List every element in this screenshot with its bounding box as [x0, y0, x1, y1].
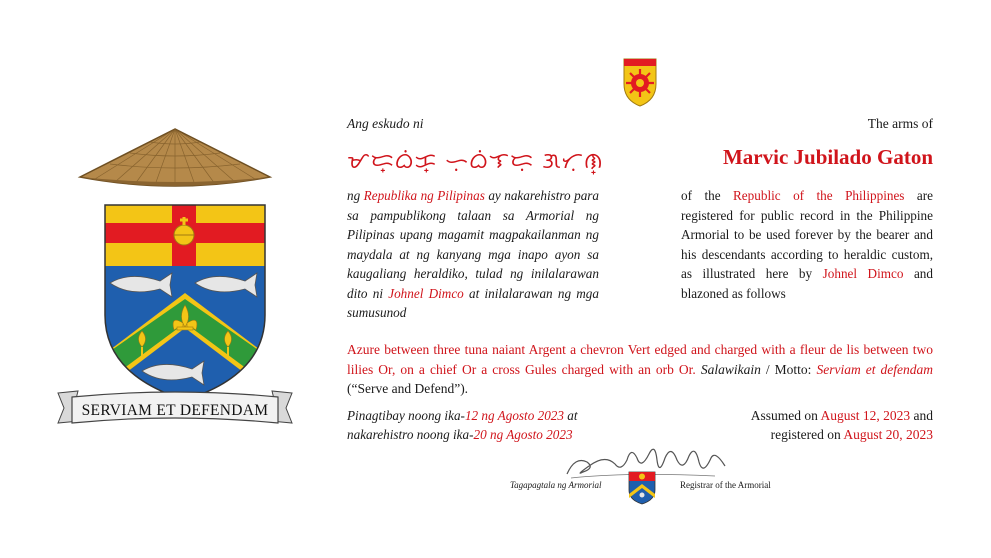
date-en-pre-2: registered on [770, 427, 844, 442]
date-en-pre-1: Assumed on [750, 408, 821, 423]
salawikain-label: Salawikain [700, 361, 761, 377]
date-tl-1: 12 ng Agosto 2023 [464, 408, 564, 423]
motto-translation: (“Serve and Defend”). [347, 381, 469, 396]
motto-label: Motto: [774, 361, 817, 377]
motto-text: Serviam et defendam [816, 361, 933, 377]
link-republic[interactable]: Republic of the Philippines [733, 188, 905, 203]
date-tl-post-1: at [563, 408, 578, 423]
date-tl-2: 20 ng Agosto 2023 [473, 427, 573, 442]
body-tagalog [347, 186, 599, 323]
body-english [681, 186, 933, 303]
link-artist-tl[interactable]: Johnel Dimco [388, 285, 464, 301]
motto-scroll-text: SERVIAM ET DEFENDAM [81, 402, 269, 419]
registrar-label-english: Registrar of the Armorial [680, 480, 771, 490]
date-en-post-1: and [910, 408, 933, 423]
name-baybayin: ᜋᜇ᜔ᜊᜒᜃ᜔ ᜑᜓᜊᜒᜎᜇᜓ ᜄᜆᜓᜈ᜔ [347, 149, 604, 174]
body-en-text-1: of the [681, 188, 734, 203]
registrar-label-tagalog: Tagapagtala ng Armorial [510, 480, 602, 490]
intro-english: The arms of [867, 116, 933, 131]
link-artist-en[interactable]: Johnel Dimco [822, 266, 904, 281]
label-separator: / [760, 361, 775, 377]
blazon-text: Azure between three tuna naiant Argent a chevron Vert edged and charged with a fleur de lis between two lilies Or, on a chief Or a cross Gules charged with an orb Or. [347, 342, 933, 377]
registrar-arms-icon [627, 470, 657, 506]
bearer-name: Marvic Jubilado Gaton [722, 145, 933, 169]
link-republika[interactable]: Republika ng Pilipinas [363, 188, 485, 203]
intro-tagalog: Ang eskudo ni [347, 116, 424, 131]
date-en-2: August 20, 2023 [843, 427, 933, 442]
body-en-text-2: are registered for public record in the Philippine Armorial to be used forever by the bearer and his descendants according to heraldic custom, as illustrated here by [681, 188, 933, 281]
blazon [347, 340, 933, 399]
date-en-1: August 12, 2023 [820, 408, 911, 423]
salakot-hat-icon [80, 129, 270, 186]
date-tl-pre-2: nakarehistro noong ika- [347, 427, 474, 442]
body-tl-text-2: ay nakarehistro para sa pampublikong talaan sa Armorial ng Pilipinas upang magamit magpakailanman ng maydala at ng kanyang mga inapo ayon sa kaugaliang heraldiko, tulad ng inilalarawan dito ni [347, 188, 600, 301]
body-tl-text-3: at inilalarawan ng mga sumusunod [347, 285, 599, 320]
date-tl-pre-1: Pinagtibay noong ika- [347, 408, 465, 423]
body-tl-text-1: ng [347, 188, 364, 203]
coat-of-arms [50, 125, 300, 445]
body-en-text-3: and blazoned as follows [681, 266, 933, 301]
armorial-emblem-icon [620, 56, 660, 108]
